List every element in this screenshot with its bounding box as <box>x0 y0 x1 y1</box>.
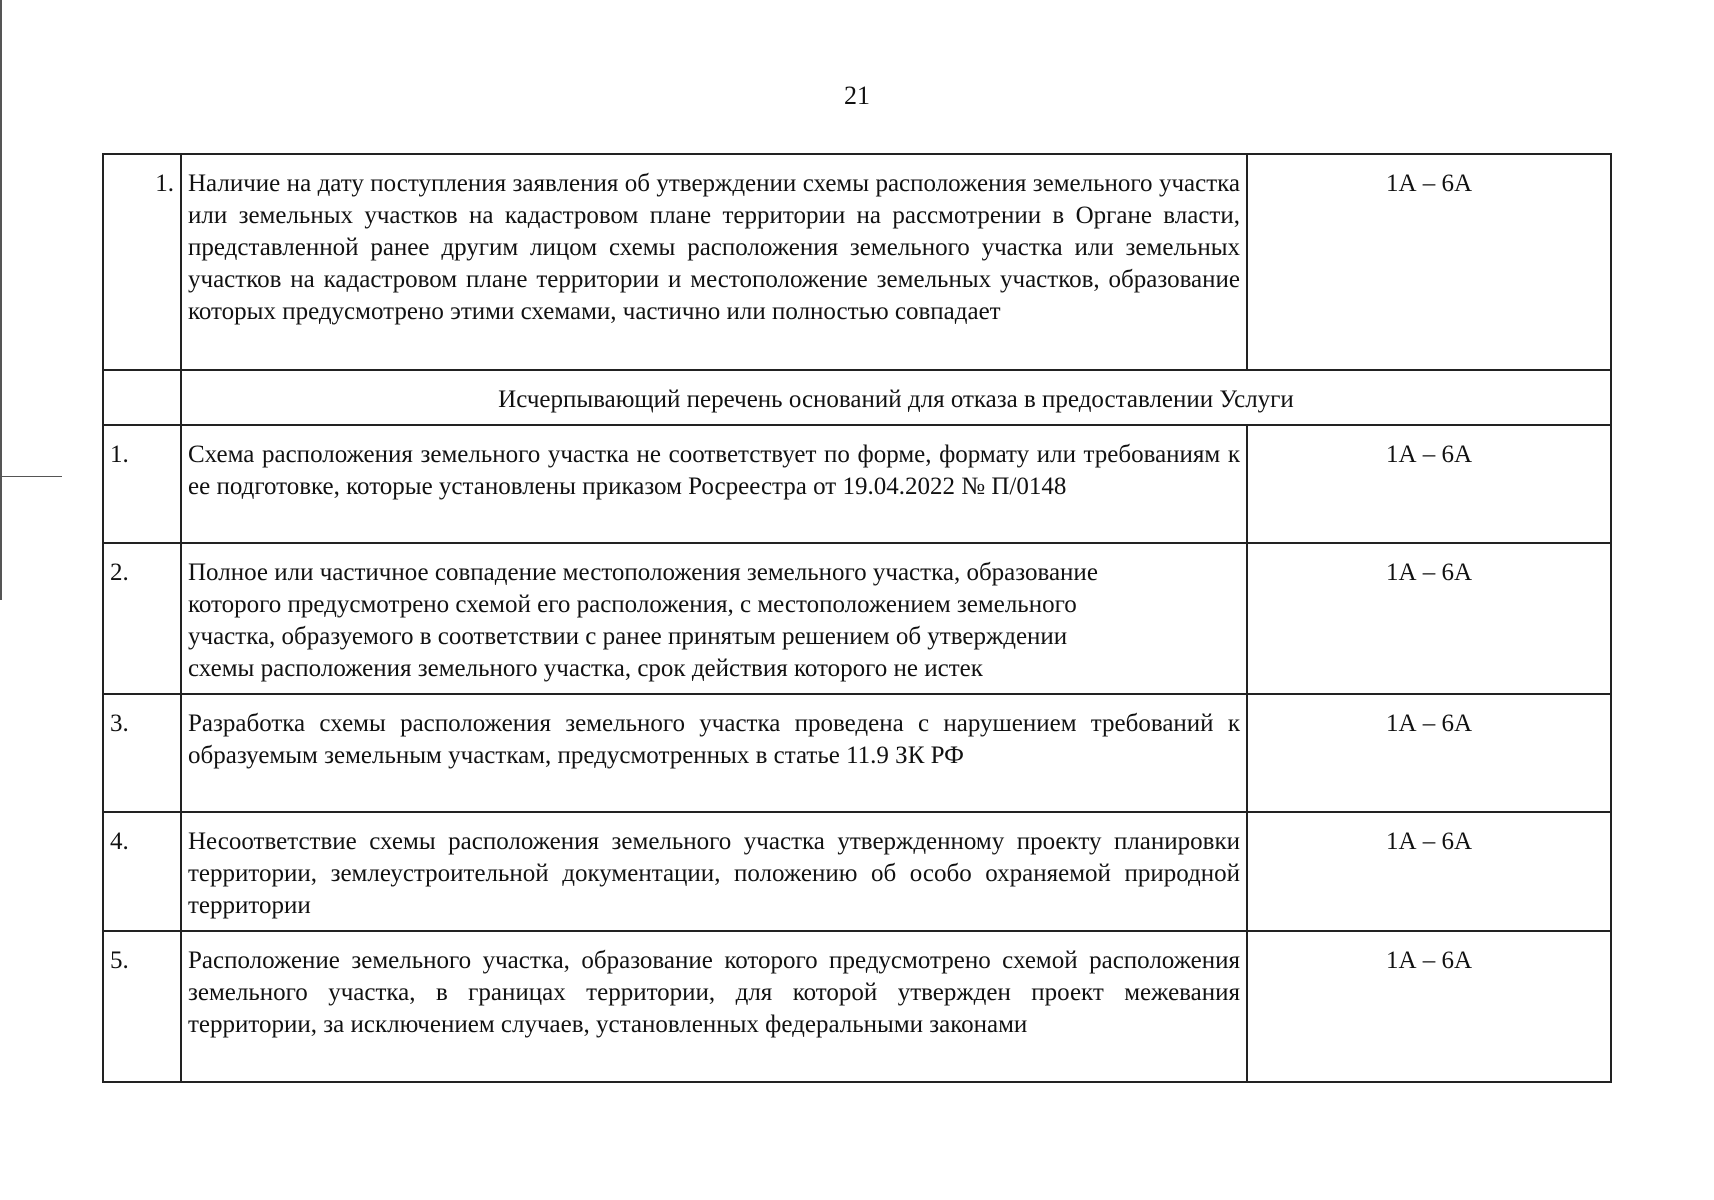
row-text-line: участка, образуемого в соответствии с ранее принятым решением об утверждении <box>188 623 1068 650</box>
section-heading: Исчерпывающий перечень оснований для отказа в предоставлении Услуги <box>181 370 1611 425</box>
row-number: 1. <box>103 425 181 543</box>
row-text: Расположение земельного участка, образование которого предусмотрено схемой расположения земельного участка, в границах территории, для которой утвержден проект межевания территории, за исключением случаев, установленных федеральными законами <box>181 931 1247 1082</box>
empty-cell <box>103 370 181 425</box>
grounds-table <box>102 153 1612 1083</box>
page-number: 21 <box>844 81 870 110</box>
row-code: 1А – 6А <box>1247 543 1611 694</box>
table-row <box>103 812 1611 931</box>
row-code: 1А – 6А <box>1247 812 1611 931</box>
scan-edge-mark <box>0 476 62 477</box>
row-code: 1А – 6А <box>1247 694 1611 812</box>
row-number: 3. <box>103 694 181 812</box>
table-row <box>103 931 1611 1082</box>
row-number: 2. <box>103 543 181 694</box>
table-row <box>103 425 1611 543</box>
table-row <box>103 543 1611 694</box>
row-text: Несоответствие схемы расположения земельного участка утвержденному проекту планировки территории, землеустроительной документации, положению об особо охраняемой природной территории <box>181 812 1247 931</box>
row-code: 1А – 6А <box>1247 154 1611 370</box>
table-row <box>103 694 1611 812</box>
row-number: 4. <box>103 812 181 931</box>
row-text: Наличие на дату поступления заявления об утверждении схемы расположения земельного участка или земельных участков на кадастровом плане территории на рассмотрении в Органе власти, представленной ранее другим лицом схемы расположения земельного участка или земельных участков на кадастровом плане территории и местоположение земельных участков, образование которых предусмотрено этими схемами, частично или полностью совпадает <box>181 154 1247 370</box>
row-text-line: Полное или частичное совпадение местоположения земельного участка, образование <box>188 559 1098 586</box>
row-text <box>181 543 1247 694</box>
table-row <box>103 154 1611 370</box>
row-code: 1А – 6А <box>1247 425 1611 543</box>
section-heading-row <box>103 370 1611 425</box>
row-text-line: которого предусмотрено схемой его расположения, с местоположением земельного <box>188 591 1077 618</box>
row-number: 5. <box>103 931 181 1082</box>
row-text: Разработка схемы расположения земельного участка проведена с нарушением требований к образуемым земельным участкам, предусмотренных в статье 11.9 ЗК РФ <box>181 694 1247 812</box>
row-text-line: схемы расположения земельного участка, срок действия которого не истек <box>188 655 983 682</box>
row-number: 1. <box>103 154 181 370</box>
row-text: Схема расположения земельного участка не соответствует по форме, формату или требованиям к ее подготовке, которые установлены приказом Росреестра от 19.04.2022 № П/0148 <box>181 425 1247 543</box>
row-code: 1А – 6А <box>1247 931 1611 1082</box>
